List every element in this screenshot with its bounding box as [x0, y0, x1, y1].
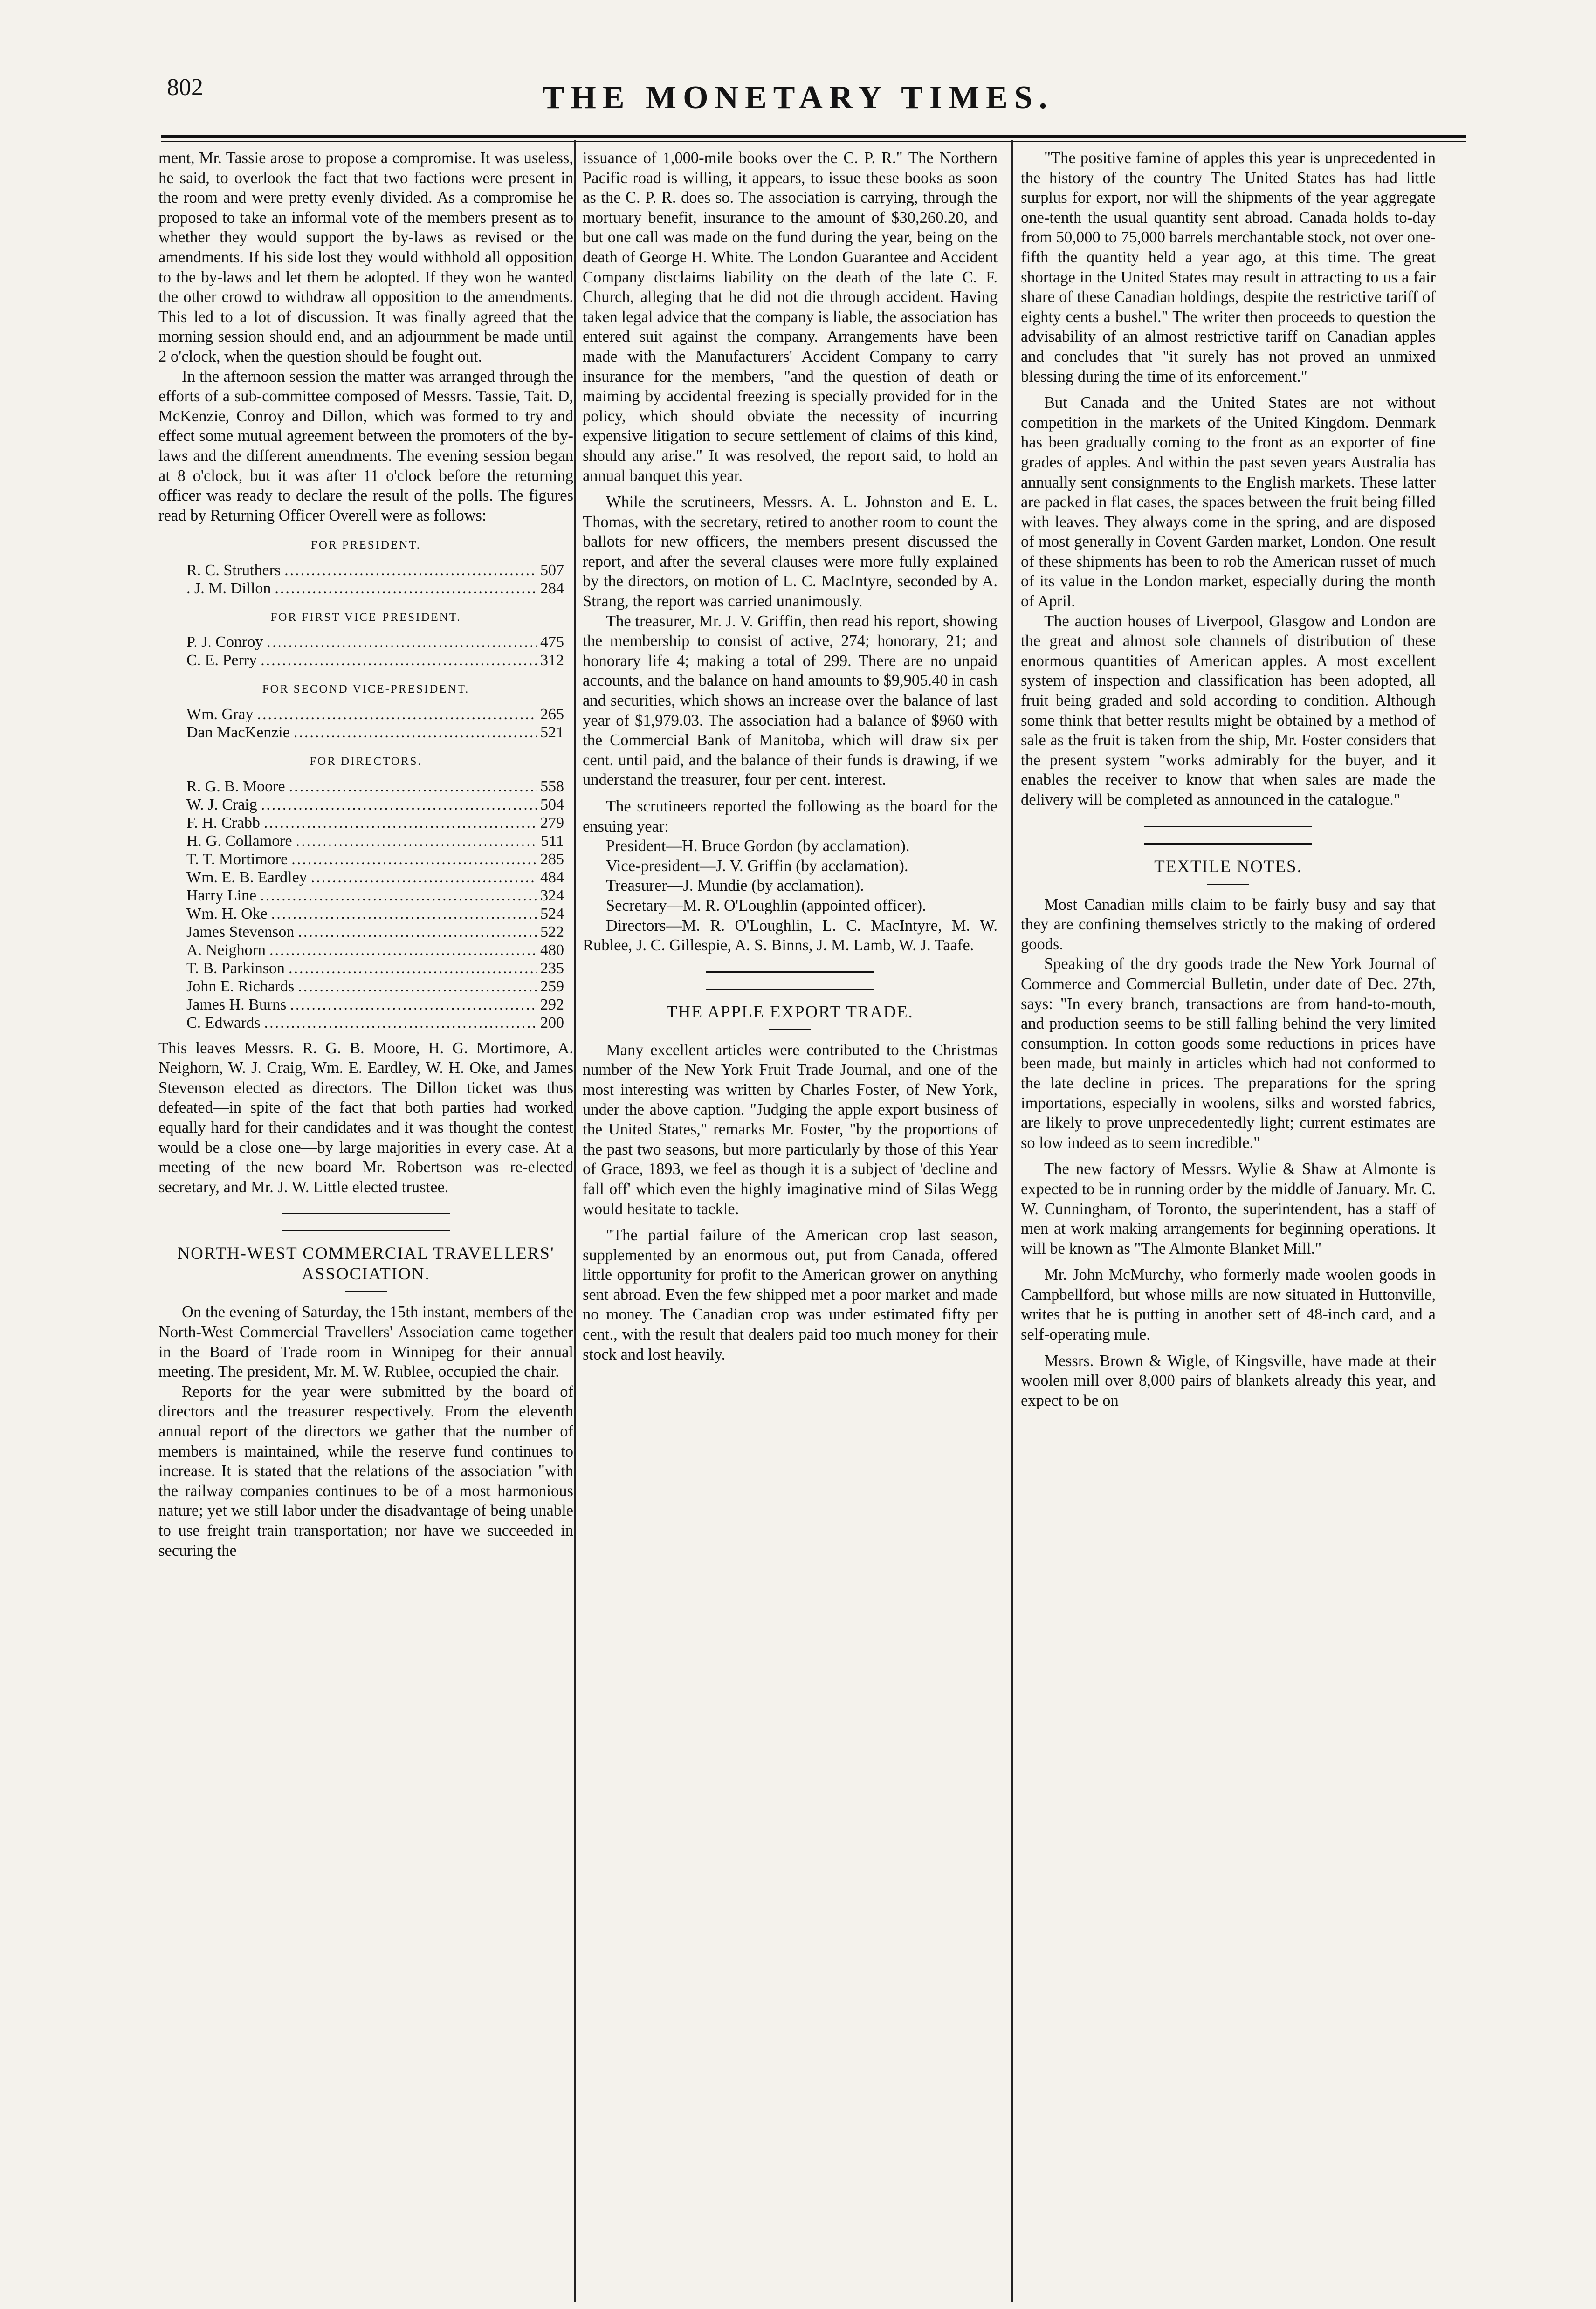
- top-rule-thin: [161, 141, 1466, 142]
- section-separator: [1144, 843, 1312, 845]
- candidate-name: Wm. E. B. Eardley: [186, 868, 307, 886]
- paragraph: The new factory of Messrs. Wylie & Shaw at Almonte is expected to be in running order by the middle of January. Mr. C. W. Cunningham, of Toronto, the superintendent, has a staff of men at work making arrangements for beginning operations. It will be known as "The Almonte Blanket Mill.": [1021, 1160, 1436, 1258]
- results-section: [158, 536, 573, 598]
- candidate-name: A. Neighorn: [186, 941, 266, 959]
- result-row: [158, 996, 573, 1014]
- candidate-name: Dan MacKenzie: [186, 724, 290, 742]
- top-rule: [161, 135, 1466, 138]
- election-entry: President—H. Bruce Gordon (by acclamation).: [606, 837, 910, 855]
- vote-count: 558: [540, 777, 564, 795]
- paragraph: While the scrutineers, Messrs. A. L. Johnston and E. L. Thomas, with the secretary, retired to another room to count the ballots for new officers, the members present discussed the report, and after the several clauses were more fully explained by the directors, on motion of L. C. MacIntyre, seconded by A. Strang, the report was carried unanimously.: [583, 493, 998, 611]
- result-row: [158, 1014, 573, 1032]
- column-divider-1: [574, 140, 576, 2302]
- paragraph: ment, Mr. Tassie arose to propose a compromise. It was useless, he said, to overlook the fact that two factions were present in the room and were pretty evenly divided. As a compromise he proposed to take an informal vote of the members present as to whether they would support the by-laws as revised or the amendments. If his side lost they would withhold all opposition to the by-laws and let them be adopted. If they won he wanted the other crowd to withdraw all opposition to the amendments. This led to a lot of discussion. It was finally agreed that the morning session should end, and an adjournment be made until 2 o'clock, when the question should be fought out.: [158, 149, 573, 365]
- vote-count: 265: [540, 706, 564, 723]
- candidate-name: P. J. Conroy: [186, 633, 263, 651]
- paragraph: Many excellent articles were contributed to the Christmas number of the New York Fruit Trade Journal, and one of the most interesting was written by Charles Foster, of New York, under the above caption. "Judging the apple export business of the United States," remarks Mr. Foster, "by the proportions of the past two seasons, but more particularly by those of this Year of Grace, 1893, we feel as though it is a subject of 'decline and fall off' which even the highly imaginative mind of Silas Wegg would hesitate to tackle.: [583, 1041, 998, 1218]
- election-entry: Secretary—M. R. O'Loughlin (appointed officer).: [606, 896, 926, 914]
- candidate-name: W. J. Craig: [186, 796, 257, 813]
- vote-count: 504: [540, 796, 564, 813]
- result-row: [158, 850, 573, 868]
- vote-count: 292: [540, 996, 564, 1013]
- result-row: [158, 886, 573, 905]
- results-section: [158, 608, 573, 670]
- vote-count: 480: [540, 941, 564, 959]
- paragraph: issuance of 1,000-mile books over the C. P. R." The Northern Pacific road is willing, it appears, to issue these books as soon as the C. P. R. does so. The association is carrying, through the mortuary benefit, insurance to the amount of $30,260.20, and but one call was made on the fund during the year, being on the death of George H. White. The London Guarantee and Accident Company disclaims liability on the death of the late C. F. Church, alleging that he did not die through accident. Having taken legal advice that the company is liable, the association has entered suit against the company. Arrangements have been made with the Manufacturers' Accident Company to carry insurance for the members, "and the question of death or maiming by accidental freezing is specially provided for in the policy, which should obviate the necessity of incurring expensive litigation to secure settlement of claims of this kind, should any arise." It was resolved, the report said, to hold an annual banquet this year.: [583, 149, 998, 485]
- election-results: [158, 536, 573, 1031]
- vote-count: 511: [541, 832, 564, 850]
- section-separator: [282, 1213, 450, 1214]
- election-entry: Vice-president—J. V. Griffin (by acclamation).: [606, 857, 908, 875]
- candidate-name: F. H. Crabb: [186, 814, 260, 832]
- vote-count: 279: [540, 814, 564, 832]
- election-entry: Directors—M. R. O'Loughlin, L. C. MacIntyre, M. W. Rublee, J. C. Gillespie, A. S. Binns, J. M. Lamb, W. J. Taafe.: [583, 916, 998, 955]
- vote-count: 524: [540, 905, 564, 922]
- headline-rule: [769, 1029, 811, 1030]
- column-divider-2: [1011, 140, 1013, 2302]
- paragraph: But Canada and the United States are not without competition in the markets of the United Kingdom. Denmark has been gradually coming to the front as an exporter of fine grades of apples. And within the past seven years Australia has annually sent consignments to the English markets. These latter are packed in flat cases, the spaces between the fruit being filled with leaves. They always come in the spring, and are disposed of most generally in Covent Garden market, London. One result of these shipments has been to rob the American russet of much of its value in the London market, especially during the month of April.: [1021, 394, 1436, 611]
- headline-rule: [1207, 884, 1249, 885]
- vote-count: 285: [540, 850, 564, 868]
- vote-count: 484: [540, 868, 564, 886]
- paragraph: "The partial failure of the American crop last season, supplemented by an enormous out, put from Canada, offered little opportunity for profit to the American grower on anything sent abroad. Even the few shipped met a poor market and made no money. The Canadian crop was under estimated fifty per cent., with the result that dealers paid too much money for their stock and lost heavily.: [583, 1226, 998, 1363]
- paragraph: Messrs. Brown & Wigle, of Kingsville, have made at their woolen mill over 8,000 pairs of blankets already this year, and expect to be on: [1021, 1352, 1436, 1409]
- election-entry: Treasurer—J. Mundie (by acclamation).: [606, 877, 864, 895]
- article-headline: THE APPLE EXPORT TRADE.: [667, 1002, 914, 1022]
- candidate-name: Harry Line: [186, 886, 257, 904]
- paragraph: In the afternoon session the matter was arranged through the efforts of a sub-committee composed of Messrs. Tassie, Tait. D, McKenzie, Conroy and Dillon, which was formed to try and effect some mutual agreement between the promoters of the by-laws and the different amendments. The evening session began at 8 o'clock, but it was after 11 o'clock before the returning officer was ready to declare the result of the polls. The figures read by Returning Officer Overell were as follows:: [158, 367, 573, 524]
- page-number: 802: [167, 74, 203, 101]
- results-section: [158, 752, 573, 1032]
- candidate-name: James H. Burns: [186, 996, 287, 1013]
- result-row: [158, 832, 573, 850]
- result-row: [158, 941, 573, 959]
- vote-count: 200: [540, 1014, 564, 1031]
- paragraph: Speaking of the dry goods trade the New York Journal of Commerce and Commercial Bulletin, under date of Dec. 27th, says: "In every branch, transactions are from hand-to-mouth, and production seems to be still falling behind the very limited consumption. In cotton goods some reductions in prices have been made, but mainly in articles which had not conformed to the late decline in prices. The preparations for the spring importations, especially in woolens, silks and worsted fabrics, are likely to prove unprecedentedly light; current estimates are so low indeed as to seem incredible.": [1021, 955, 1436, 1152]
- paragraph: Reports for the year were submitted by the board of directors and the treasurer respectively. From the eleventh annual report of the directors we gather that the number of members is maintained, while the reserve fund continues to increase. It is stated that the relations of the association "with the railway companies continues to be of a most harmonious nature; yet we still labor under the disadvantage of being unable to use freight train transportation; nor have we succeeded in securing the: [158, 1382, 573, 1560]
- candidate-name: John E. Richards: [186, 977, 295, 995]
- paragraph: The scrutineers reported the following as the board for the ensuing year:: [583, 797, 998, 835]
- result-row: [158, 868, 573, 886]
- column-1: [158, 148, 573, 2302]
- column-2: [583, 148, 998, 2302]
- result-row: [158, 633, 573, 651]
- candidate-name: R. C. Struthers: [186, 561, 281, 579]
- paragraph: The auction houses of Liverpool, Glasgow and London are the great and almost sole channels of distribution of these enormous quantities of American apples. A most excellent system of inspection and classification has been adopted, all fruit being graded and sold according to condition. Although some think that better results might be obtained by a method of sale as the fruit is taken from the ship, Mr. Foster considers that the present system "works admirably for the buyer, and it enables the receiver to know that when sales are made the delivery will be completed as announced in the catalogue.": [1021, 612, 1436, 809]
- vote-count: 312: [540, 652, 564, 669]
- paragraph: Mr. John McMurchy, who formerly made woolen goods in Campbellford, but whose mills are now situated in Huttonville, writes that he is putting in another sett of 48-inch card, and a self-operating mule.: [1021, 1266, 1436, 1344]
- article-headline: TEXTILE NOTES.: [1154, 857, 1302, 876]
- result-row: [158, 651, 573, 669]
- result-row: [158, 723, 573, 742]
- vote-count: 284: [540, 579, 564, 597]
- results-section-title: FOR DIRECTORS.: [310, 755, 422, 768]
- result-row: [158, 905, 573, 923]
- result-row: [158, 977, 573, 996]
- paragraph: This leaves Messrs. R. G. B. Moore, H. G. Mortimore, A. Neighorn, W. J. Craig, Wm. E. Eardley, W. H. Oke, and James Stevenson elected as directors. The Dillon ticket was thus defeated—in spite of the fact that both parties had worked equally hard for their candidates and it was thought the contest would be a close one—by large majorities in every case. At a meeting of the new board Mr. Robertson was re-elected secretary, and Mr. J. W. Little elected trustee.: [158, 1039, 573, 1196]
- section-separator: [1144, 826, 1312, 827]
- results-section-title: FOR SECOND VICE-PRESIDENT.: [262, 683, 470, 696]
- result-row: [158, 561, 573, 579]
- result-row: [158, 923, 573, 941]
- vote-count: 507: [540, 561, 564, 579]
- headline-rule: [345, 1291, 387, 1292]
- result-row: [158, 959, 573, 977]
- section-separator: [706, 971, 874, 973]
- results-section-title: FOR FIRST VICE-PRESIDENT.: [270, 611, 461, 624]
- result-row: [158, 814, 573, 832]
- result-row: [158, 705, 573, 723]
- results-section-title: FOR PRESIDENT.: [310, 539, 421, 552]
- candidate-name: Wm. H. Oke: [186, 905, 268, 922]
- vote-count: 259: [540, 977, 564, 995]
- masthead: THE MONETARY TIMES.: [542, 80, 1054, 116]
- candidate-name: Wm. Gray: [186, 706, 254, 723]
- candidate-name: R. G. B. Moore: [186, 777, 285, 795]
- candidate-name: T. B. Parkinson: [186, 959, 285, 977]
- result-row: [158, 579, 573, 598]
- paragraph: On the evening of Saturday, the 15th instant, members of the North-West Commercial Travellers' Association came together in the Board of Trade room in Winnipeg for their annual meeting. The president, Mr. M. W. Rublee, occupied the chair.: [158, 1303, 573, 1381]
- vote-count: 522: [540, 923, 564, 941]
- candidate-name: James Stevenson: [186, 923, 295, 941]
- column-3: [1021, 148, 1436, 2302]
- result-row: [158, 796, 573, 814]
- vote-count: 475: [540, 633, 564, 651]
- candidate-name: . J. M. Dillon: [186, 579, 271, 597]
- article-headline: NORTH-WEST COMMERCIAL TRAVELLERS' ASSOCIATION.: [177, 1244, 555, 1284]
- candidate-name: C. E. Perry: [186, 652, 257, 669]
- vote-count: 521: [540, 724, 564, 742]
- candidate-name: H. G. Collamore: [186, 832, 292, 850]
- candidate-name: C. Edwards: [186, 1014, 261, 1031]
- paragraph: The treasurer, Mr. J. V. Griffin, then read his report, showing the membership to consist of active, 274; honorary, 21; and honorary life 4; making a total of 299. There are no unpaid accounts, and the balance on hand amounts to $9,905.40 in cash and securities, which shows an increase over the balance of last year of $1,979.03. The association had a balance of $960 with the Commercial Bank of Manitoba, which will draw six per cent. until paid, and the balance of their funds is drawing, if we understand the treasurer, four per cent. interest.: [583, 612, 998, 789]
- result-row: [158, 777, 573, 796]
- paragraph: "The positive famine of apples this year is unprecedented in the history of the country The United States has had little surplus for export, nor will the shipments of the year aggregate one-tenth the usual quantity sent abroad. Canada holds to-day from 50,000 to 75,000 barrels merchantable stock, not over one-fifth the quantity held a year ago, at this time. The great shortage in the United States may result in attracting to us a fair share of these Canadian holdings, despite the restrictive tariff of eighty cents a bushel." The writer then proceeds to question the advisability of an almost restrictive tariff on Canadian apples and concludes that "it surely has not proved an unmixed blessing during the time of its enforcement.": [1021, 149, 1436, 385]
- section-separator: [706, 989, 874, 990]
- paragraph: Most Canadian mills claim to be fairly busy and say that they are confining themselves strictly to the making of ordered goods.: [1021, 895, 1436, 953]
- section-separator: [282, 1230, 450, 1231]
- vote-count: 324: [540, 886, 564, 904]
- vote-count: 235: [540, 959, 564, 977]
- candidate-name: T. T. Mortimore: [186, 850, 288, 868]
- results-section: [158, 680, 573, 742]
